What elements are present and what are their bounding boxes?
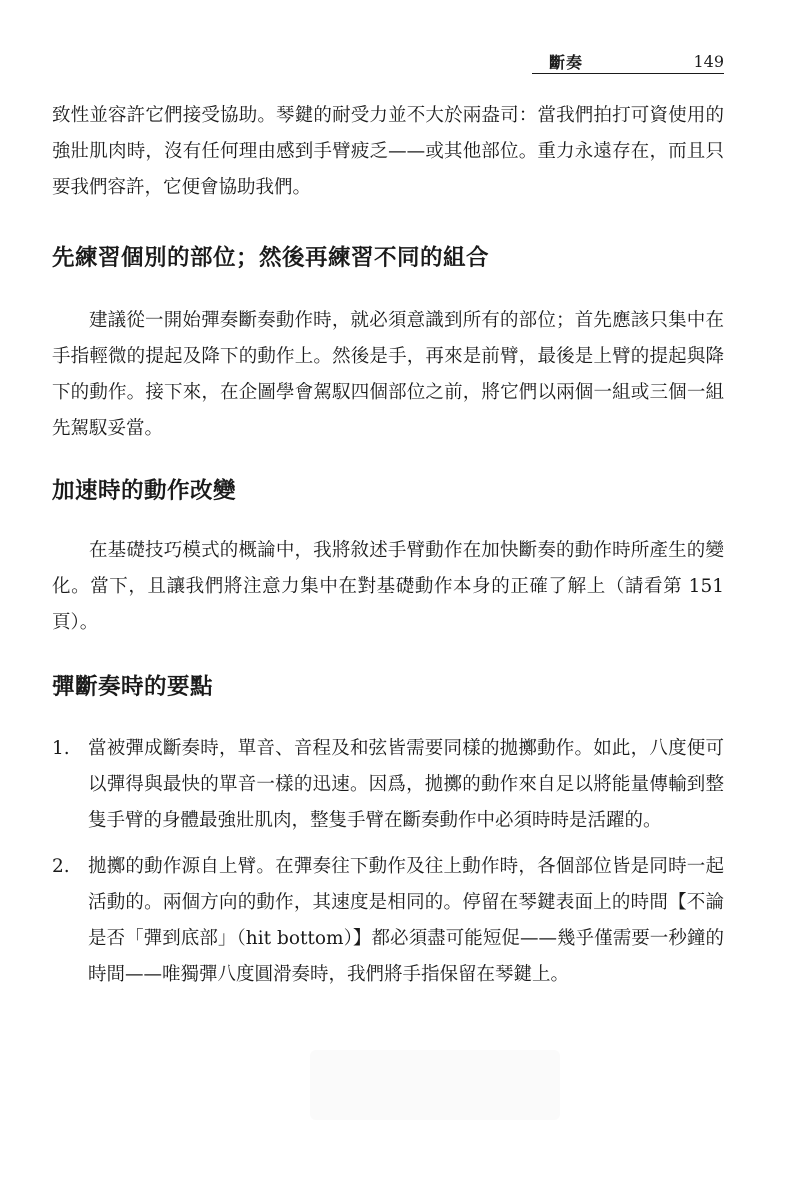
intro-paragraph: 致性並容許它們接受協助。琴鍵的耐受力並不大於兩盎司：當我們拍打可資使用的強壯肌肉時，沒有任何理由感到手臂疲乏——或其他部位。重力永遠存在，而且只要我們容許，它便會協助我們。: [52, 105, 724, 198]
list-item-number: 2.: [52, 856, 70, 877]
list-item: [52, 731, 724, 839]
section-2-body: [52, 533, 724, 641]
list-item-number: 1.: [52, 738, 70, 759]
section-1-body: [52, 303, 724, 447]
section-heading-staccato-points: 彈斷奏時的要點: [52, 674, 214, 700]
section-3: [52, 670, 724, 704]
page-number: 149: [693, 52, 724, 71]
section-paragraph-practice-parts: 建議從一開始彈奏斷奏動作時，就必須意識到所有的部位；首先應該只集中在手指輕微的提起及降下的動作上。然後是手，再來是前臂，最後是上臂的提起與降下的動作。接下來，在企圖學會駕馭四個部位之前，將它們以兩個一組或三個一組先駕馭妥當。: [52, 310, 724, 439]
list-item-text: 拋擲的動作源自上臂。在彈奏往下動作及往上動作時，各個部位皆是同時一起活動的。兩個方向的動作，其速度是相同的。停留在琴鍵表面上的時間【不論是否「彈到底部」（hit bottom）】都必須盡可能短促——幾乎僅需要一秒鐘的時間——唯獨彈八度圓滑奏時，我們將手指保留在琴鍵上。: [88, 856, 724, 985]
list-item-text: 當被彈成斷奏時，單音、音程及和弦皆需要同樣的拋擲動作。如此，八度便可以彈得與最快的單音一樣的迅速。因爲，拋擲的動作來自足以將能量傳輸到整隻手臂的身體最強壯肌肉，整隻手臂在斷奏動作中必須時時是活躍的。: [88, 738, 724, 831]
header-rule: [532, 73, 724, 74]
staccato-points-list: [52, 731, 724, 993]
scan-blemish: [310, 1050, 560, 1120]
section-heading-acceleration: 加速時的動作改變: [52, 478, 237, 504]
section-paragraph-acceleration: 在基礎技巧模式的概論中，我將敘述手臂動作在加快斷奏的動作時所產生的變化。當下，且讓我們將注意力集中在對基礎動作本身的正確了解上（請看第 151 頁）。: [52, 540, 724, 633]
section-3-body: [52, 731, 724, 1003]
intro-block: [52, 98, 724, 206]
section-1: [52, 241, 724, 275]
section-heading-practice-parts: 先練習個別的部位；然後再練習不同的組合: [52, 245, 490, 271]
running-title: 斷奏: [549, 53, 584, 72]
page-header: [52, 50, 724, 74]
list-item: [52, 849, 724, 993]
section-2: [52, 474, 724, 508]
